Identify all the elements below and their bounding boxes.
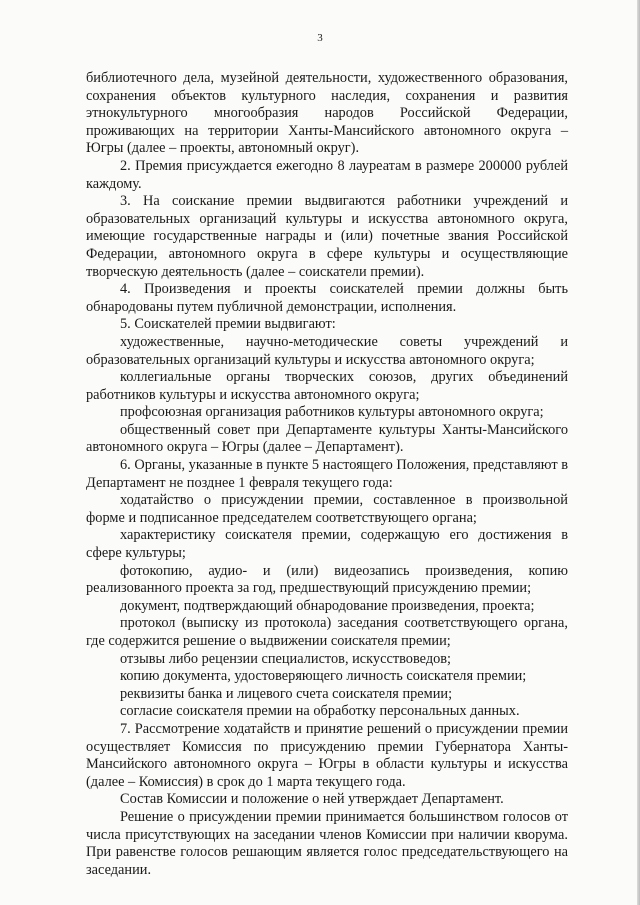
- paragraph: художественные, научно-методические советы учреждений и образовательных организаций культуры и искусства автономного округа;: [86, 333, 568, 368]
- paragraph: копию документа, удостоверяющего личность соискателя премии;: [120, 668, 527, 685]
- paragraph: 6. Органы, указанные в пункте 5 настоящего Положения, представляют в Департамент не позднее 1 февраля текущего года:: [86, 457, 568, 491]
- paragraph: ходатайство о присуждении премии, составленное в произвольной форме и подписанное председателем соответствующего органа;: [86, 492, 568, 526]
- paragraph: 4. Произведения и проекты соискателей премии должны быть обнародованы путем публичной демонстрации, исполнения.: [86, 281, 568, 315]
- paragraph: Состав Комиссии и положение о ней утверждает Департамент.: [120, 791, 504, 808]
- paragraph: 2. Премия присуждается ежегодно 8 лауреатам в размере 200000 рублей каждому.: [86, 157, 568, 192]
- paragraph: 3. На соискание премии выдвигаются работники учреждений и образовательных организаций культуры и искусства автономного округа, имеющие государственные награды и (или) почетные звания Российской Федерации, автономного округа в сфере культуры и осуществляющие творческую деятельность (далее – соискатели премии).: [86, 193, 568, 280]
- paragraph: характеристику соискателя премии, содержащую его достижения в сфере культуры;: [86, 527, 568, 562]
- paragraph: коллегиальные органы творческих союзов, других объединений работников культуры и искусства автономного округа;: [86, 369, 568, 403]
- paragraph: Решение о присуждении премии принимается большинством голосов от числа присутствующих на заседании членов Комиссии при наличии кворума. При равенстве голосов решающим является голос председательствующего на заседании.: [86, 808, 568, 878]
- document-body: [86, 70, 568, 879]
- paragraph: согласие соискателя премии на обработку персональных данных.: [120, 703, 520, 720]
- paragraph: 5. Соискателей премии выдвигают:: [120, 316, 336, 333]
- paragraph: 7. Рассмотрение ходатайств и принятие решений о присуждении премии осуществляет Комиссия по присуждению премии Губернатора Ханты-Мансийского автономного округа – Югры в области культуры и искусства (далее – Комиссия) в срок до 1 марта текущего года.: [86, 720, 568, 790]
- paragraph: профсоюзная организация работников культуры автономного округа;: [120, 404, 544, 421]
- paragraph: библиотечного дела, музейной деятельности, художественного образования, сохранения объектов культурного наследия, сохранения и развития этнокультурного многообразия народов Российской Федерации, проживающих на территории Ханты-Мансийского автономного округа – Югры (далее – проекты, автономный округ).: [86, 70, 568, 157]
- paragraph: протокол (выписку из протокола) заседания соответствующего органа, где содержится решение о выдвижении соискателя премии;: [86, 615, 568, 649]
- paragraph: фотокопию, аудио- и (или) видеозапись произведения, копию реализованного проекта за год, предшествующий присуждению премии;: [86, 562, 568, 597]
- paragraph: отзывы либо рецензии специалистов, искусствоведов;: [120, 650, 452, 667]
- paragraph: реквизиты банка и лицевого счета соискателя премии;: [120, 685, 453, 702]
- paragraph: общественный совет при Департаменте культуры Ханты-Мансийского автономного округа – Югры (далее – Департамент).: [86, 421, 568, 456]
- paragraph: документ, подтверждающий обнародование произведения, проекта;: [120, 597, 535, 614]
- page-number: 3: [317, 32, 323, 44]
